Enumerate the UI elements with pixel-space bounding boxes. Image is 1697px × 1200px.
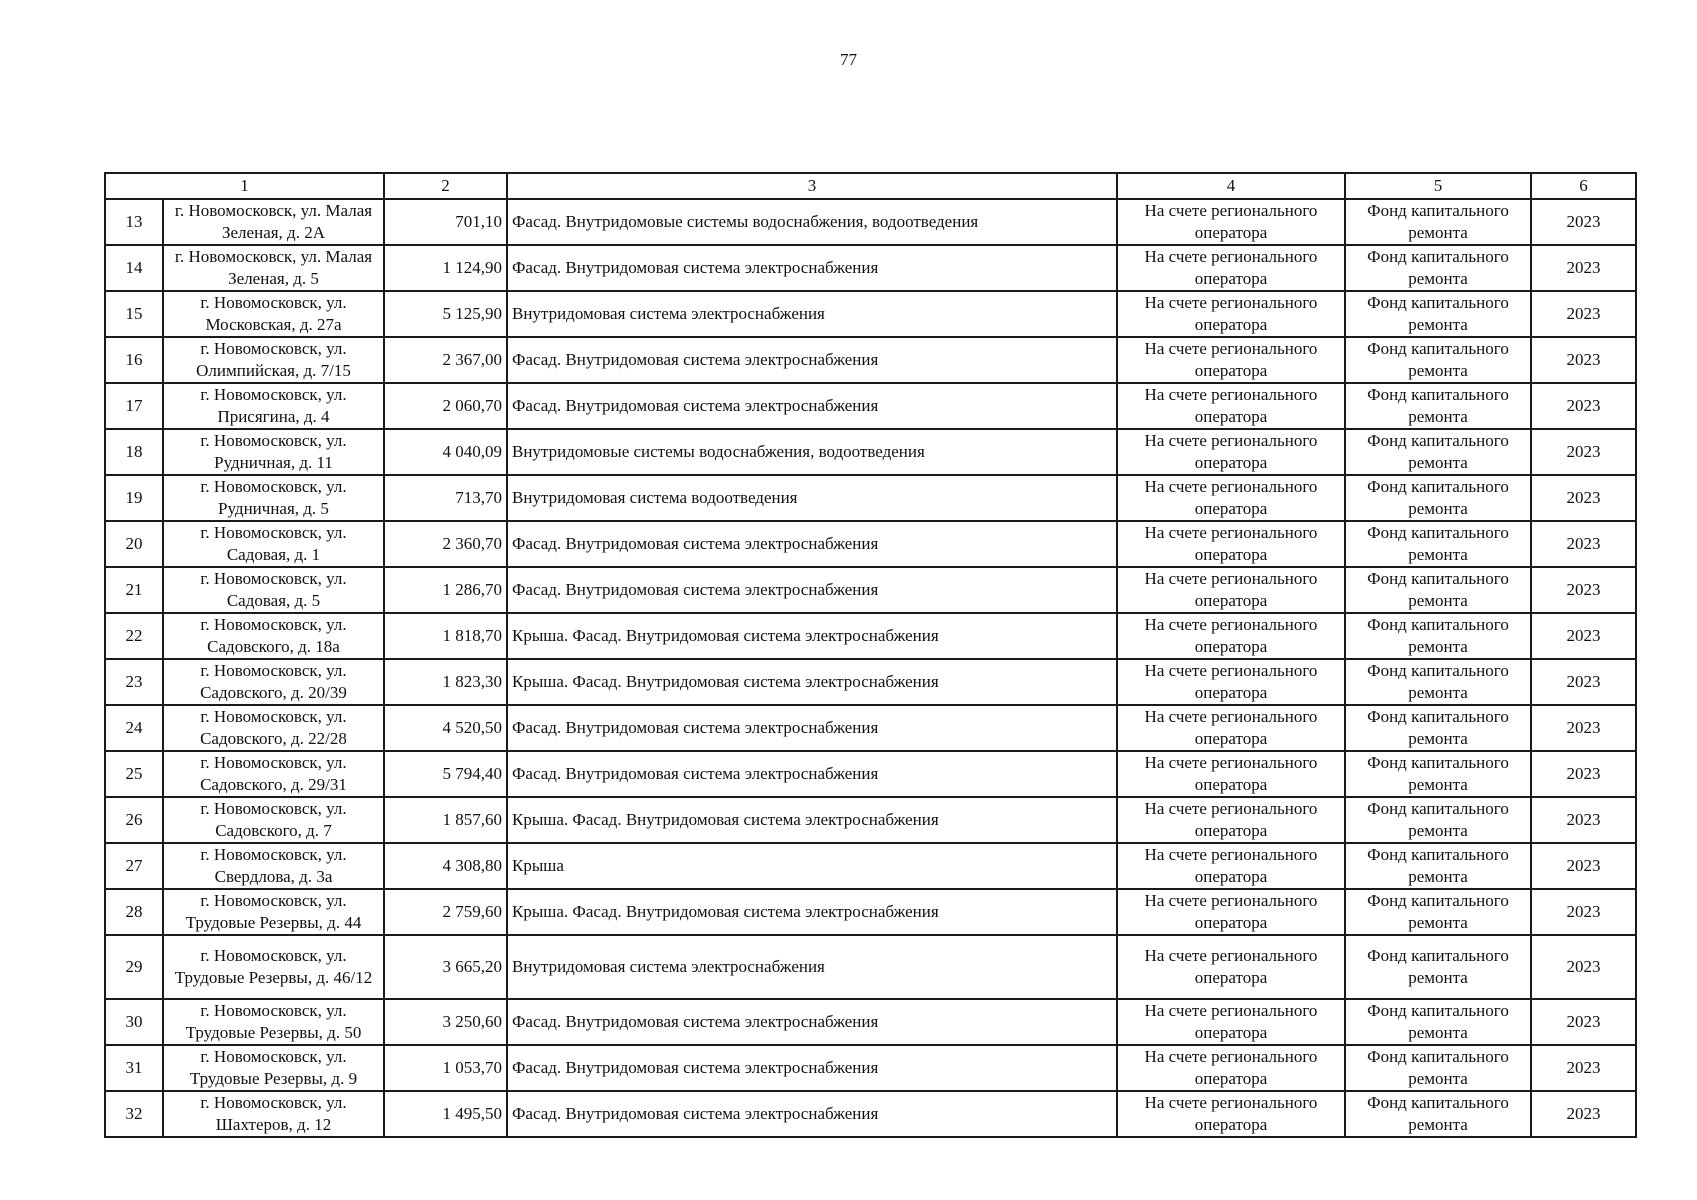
area-cell: 1 857,60	[384, 797, 507, 843]
funding-source-cell: Фонд капитального ремонта	[1345, 797, 1531, 843]
area-cell: 3 665,20	[384, 935, 507, 999]
account-cell: На счете регионального оператора	[1117, 797, 1345, 843]
column-header-3: 3	[507, 173, 1117, 199]
works-cell: Фасад. Внутридомовая система электроснабжения	[507, 337, 1117, 383]
table-row	[105, 245, 1636, 291]
account-cell: На счете регионального оператора	[1117, 383, 1345, 429]
address-cell: г. Новомосковск, ул. Московская, д. 27а	[163, 291, 384, 337]
year-cell: 2023	[1531, 999, 1636, 1045]
account-cell: На счете регионального оператора	[1117, 199, 1345, 245]
funding-source-cell: Фонд капитального ремонта	[1345, 999, 1531, 1045]
address-cell: г. Новомосковск, ул. Садовая, д. 1	[163, 521, 384, 567]
account-cell: На счете регионального оператора	[1117, 659, 1345, 705]
area-cell: 2 367,00	[384, 337, 507, 383]
row-number-cell: 30	[105, 999, 163, 1045]
row-number-cell: 22	[105, 613, 163, 659]
address-cell: г. Новомосковск, ул. Садовского, д. 7	[163, 797, 384, 843]
funding-source-cell: Фонд капитального ремонта	[1345, 889, 1531, 935]
area-cell: 1 495,50	[384, 1091, 507, 1137]
table-header-row	[105, 173, 1636, 199]
table-row	[105, 199, 1636, 245]
works-cell: Внутридомовая система электроснабжения	[507, 935, 1117, 999]
area-cell: 1 286,70	[384, 567, 507, 613]
address-cell: г. Новомосковск, ул. Трудовые Резервы, д. 50	[163, 999, 384, 1045]
row-number-cell: 20	[105, 521, 163, 567]
year-cell: 2023	[1531, 889, 1636, 935]
year-cell: 2023	[1531, 383, 1636, 429]
table-row	[105, 383, 1636, 429]
year-cell: 2023	[1531, 751, 1636, 797]
table-row	[105, 613, 1636, 659]
account-cell: На счете регионального оператора	[1117, 1045, 1345, 1091]
works-cell: Фасад. Внутридомовая система электроснабжения	[507, 383, 1117, 429]
year-cell: 2023	[1531, 521, 1636, 567]
year-cell: 2023	[1531, 705, 1636, 751]
column-header-5: 5	[1345, 173, 1531, 199]
area-cell: 1 124,90	[384, 245, 507, 291]
funding-source-cell: Фонд капитального ремонта	[1345, 199, 1531, 245]
account-cell: На счете регионального оператора	[1117, 889, 1345, 935]
account-cell: На счете регионального оператора	[1117, 567, 1345, 613]
row-number-cell: 24	[105, 705, 163, 751]
works-cell: Фасад. Внутридомовая система электроснабжения	[507, 567, 1117, 613]
row-number-cell: 31	[105, 1045, 163, 1091]
address-cell: г. Новомосковск, ул. Садовая, д. 5	[163, 567, 384, 613]
year-cell: 2023	[1531, 1045, 1636, 1091]
funding-source-cell: Фонд капитального ремонта	[1345, 935, 1531, 999]
year-cell: 2023	[1531, 843, 1636, 889]
account-cell: На счете регионального оператора	[1117, 429, 1345, 475]
table-row	[105, 999, 1636, 1045]
table-row	[105, 475, 1636, 521]
account-cell: На счете регионального оператора	[1117, 337, 1345, 383]
address-cell: г. Новомосковск, ул. Садовского, д. 20/39	[163, 659, 384, 705]
works-cell: Внутридомовые системы водоснабжения, водоотведения	[507, 429, 1117, 475]
funding-source-cell: Фонд капитального ремонта	[1345, 383, 1531, 429]
works-cell: Внутридомовая система водоотведения	[507, 475, 1117, 521]
year-cell: 2023	[1531, 199, 1636, 245]
works-cell: Внутридомовая система электроснабжения	[507, 291, 1117, 337]
year-cell: 2023	[1531, 1091, 1636, 1137]
address-cell: г. Новомосковск, ул. Садовского, д. 29/31	[163, 751, 384, 797]
area-cell: 2 360,70	[384, 521, 507, 567]
area-cell: 713,70	[384, 475, 507, 521]
works-cell: Крыша. Фасад. Внутридомовая система электроснабжения	[507, 659, 1117, 705]
page-number: 77	[840, 50, 857, 69]
column-header-4: 4	[1117, 173, 1345, 199]
area-cell: 1 823,30	[384, 659, 507, 705]
works-cell: Фасад. Внутридомовые системы водоснабжения, водоотведения	[507, 199, 1117, 245]
works-cell: Фасад. Внутридомовая система электроснабжения	[507, 521, 1117, 567]
year-cell: 2023	[1531, 613, 1636, 659]
account-cell: На счете регионального оператора	[1117, 475, 1345, 521]
funding-source-cell: Фонд капитального ремонта	[1345, 843, 1531, 889]
area-cell: 5 794,40	[384, 751, 507, 797]
works-cell: Фасад. Внутридомовая система электроснабжения	[507, 999, 1117, 1045]
works-cell: Фасад. Внутридомовая система электроснабжения	[507, 245, 1117, 291]
table-row	[105, 291, 1636, 337]
row-number-cell: 16	[105, 337, 163, 383]
year-cell: 2023	[1531, 337, 1636, 383]
funding-source-cell: Фонд капитального ремонта	[1345, 291, 1531, 337]
works-cell: Крыша. Фасад. Внутридомовая система электроснабжения	[507, 797, 1117, 843]
year-cell: 2023	[1531, 245, 1636, 291]
account-cell: На счете регионального оператора	[1117, 613, 1345, 659]
row-number-cell: 25	[105, 751, 163, 797]
column-header-1: 1	[105, 173, 384, 199]
address-cell: г. Новомосковск, ул. Олимпийская, д. 7/15	[163, 337, 384, 383]
funding-source-cell: Фонд капитального ремонта	[1345, 751, 1531, 797]
year-cell: 2023	[1531, 797, 1636, 843]
funding-source-cell: Фонд капитального ремонта	[1345, 429, 1531, 475]
row-number-cell: 23	[105, 659, 163, 705]
area-cell: 701,10	[384, 199, 507, 245]
table-row	[105, 521, 1636, 567]
table-row	[105, 889, 1636, 935]
funding-source-cell: Фонд капитального ремонта	[1345, 567, 1531, 613]
table-row	[105, 659, 1636, 705]
funding-source-cell: Фонд капитального ремонта	[1345, 1045, 1531, 1091]
address-cell: г. Новомосковск, ул. Садовского, д. 22/28	[163, 705, 384, 751]
funding-source-cell: Фонд капитального ремонта	[1345, 337, 1531, 383]
area-cell: 4 308,80	[384, 843, 507, 889]
year-cell: 2023	[1531, 659, 1636, 705]
address-cell: г. Новомосковск, ул. Трудовые Резервы, д. 9	[163, 1045, 384, 1091]
row-number-cell: 14	[105, 245, 163, 291]
address-cell: г. Новомосковск, ул. Трудовые Резервы, д. 44	[163, 889, 384, 935]
table-row	[105, 429, 1636, 475]
year-cell: 2023	[1531, 291, 1636, 337]
address-cell: г. Новомосковск, ул. Шахтеров, д. 12	[163, 1091, 384, 1137]
table-body	[105, 199, 1636, 1137]
address-cell: г. Новомосковск, ул. Присягина, д. 4	[163, 383, 384, 429]
works-cell: Крыша	[507, 843, 1117, 889]
funding-source-cell: Фонд капитального ремонта	[1345, 659, 1531, 705]
row-number-cell: 29	[105, 935, 163, 999]
table-row	[105, 705, 1636, 751]
account-cell: На счете регионального оператора	[1117, 935, 1345, 999]
row-number-cell: 26	[105, 797, 163, 843]
address-cell: г. Новомосковск, ул. Трудовые Резервы, д. 46/12	[163, 935, 384, 999]
funding-source-cell: Фонд капитального ремонта	[1345, 705, 1531, 751]
row-number-cell: 28	[105, 889, 163, 935]
account-cell: На счете регионального оператора	[1117, 843, 1345, 889]
works-cell: Фасад. Внутридомовая система электроснабжения	[507, 1091, 1117, 1137]
table-row	[105, 935, 1636, 999]
works-cell: Фасад. Внутридомовая система электроснабжения	[507, 751, 1117, 797]
area-cell: 5 125,90	[384, 291, 507, 337]
area-cell: 3 250,60	[384, 999, 507, 1045]
funding-source-cell: Фонд капитального ремонта	[1345, 613, 1531, 659]
account-cell: На счете регионального оператора	[1117, 291, 1345, 337]
account-cell: На счете регионального оператора	[1117, 999, 1345, 1045]
funding-source-cell: Фонд капитального ремонта	[1345, 475, 1531, 521]
works-cell: Крыша. Фасад. Внутридомовая система электроснабжения	[507, 613, 1117, 659]
row-number-cell: 19	[105, 475, 163, 521]
address-cell: г. Новомосковск, ул. Малая Зеленая, д. 2А	[163, 199, 384, 245]
table-row	[105, 1045, 1636, 1091]
address-cell: г. Новомосковск, ул. Садовского, д. 18а	[163, 613, 384, 659]
works-cell: Фасад. Внутридомовая система электроснабжения	[507, 705, 1117, 751]
table-row	[105, 337, 1636, 383]
account-cell: На счете регионального оператора	[1117, 1091, 1345, 1137]
row-number-cell: 21	[105, 567, 163, 613]
account-cell: На счете регионального оператора	[1117, 245, 1345, 291]
funding-source-cell: Фонд капитального ремонта	[1345, 1091, 1531, 1137]
row-number-cell: 13	[105, 199, 163, 245]
year-cell: 2023	[1531, 567, 1636, 613]
account-cell: На счете регионального оператора	[1117, 751, 1345, 797]
row-number-cell: 18	[105, 429, 163, 475]
row-number-cell: 27	[105, 843, 163, 889]
works-cell: Фасад. Внутридомовая система электроснабжения	[507, 1045, 1117, 1091]
table-row	[105, 751, 1636, 797]
area-cell: 2 759,60	[384, 889, 507, 935]
funding-source-cell: Фонд капитального ремонта	[1345, 245, 1531, 291]
area-cell: 2 060,70	[384, 383, 507, 429]
area-cell: 1 818,70	[384, 613, 507, 659]
works-cell: Крыша. Фасад. Внутридомовая система электроснабжения	[507, 889, 1117, 935]
column-header-2: 2	[384, 173, 507, 199]
address-cell: г. Новомосковск, ул. Свердлова, д. 3а	[163, 843, 384, 889]
table-row	[105, 567, 1636, 613]
table-row	[105, 1091, 1636, 1137]
year-cell: 2023	[1531, 475, 1636, 521]
column-header-6: 6	[1531, 173, 1636, 199]
area-cell: 4 040,09	[384, 429, 507, 475]
repair-schedule-table	[104, 172, 1637, 1138]
year-cell: 2023	[1531, 935, 1636, 999]
address-cell: г. Новомосковск, ул. Малая Зеленая, д. 5	[163, 245, 384, 291]
account-cell: На счете регионального оператора	[1117, 521, 1345, 567]
year-cell: 2023	[1531, 429, 1636, 475]
area-cell: 1 053,70	[384, 1045, 507, 1091]
address-cell: г. Новомосковск, ул. Рудничная, д. 11	[163, 429, 384, 475]
table-row	[105, 797, 1636, 843]
funding-source-cell: Фонд капитального ремонта	[1345, 521, 1531, 567]
area-cell: 4 520,50	[384, 705, 507, 751]
table-row	[105, 843, 1636, 889]
account-cell: На счете регионального оператора	[1117, 705, 1345, 751]
row-number-cell: 32	[105, 1091, 163, 1137]
row-number-cell: 15	[105, 291, 163, 337]
address-cell: г. Новомосковск, ул. Рудничная, д. 5	[163, 475, 384, 521]
row-number-cell: 17	[105, 383, 163, 429]
